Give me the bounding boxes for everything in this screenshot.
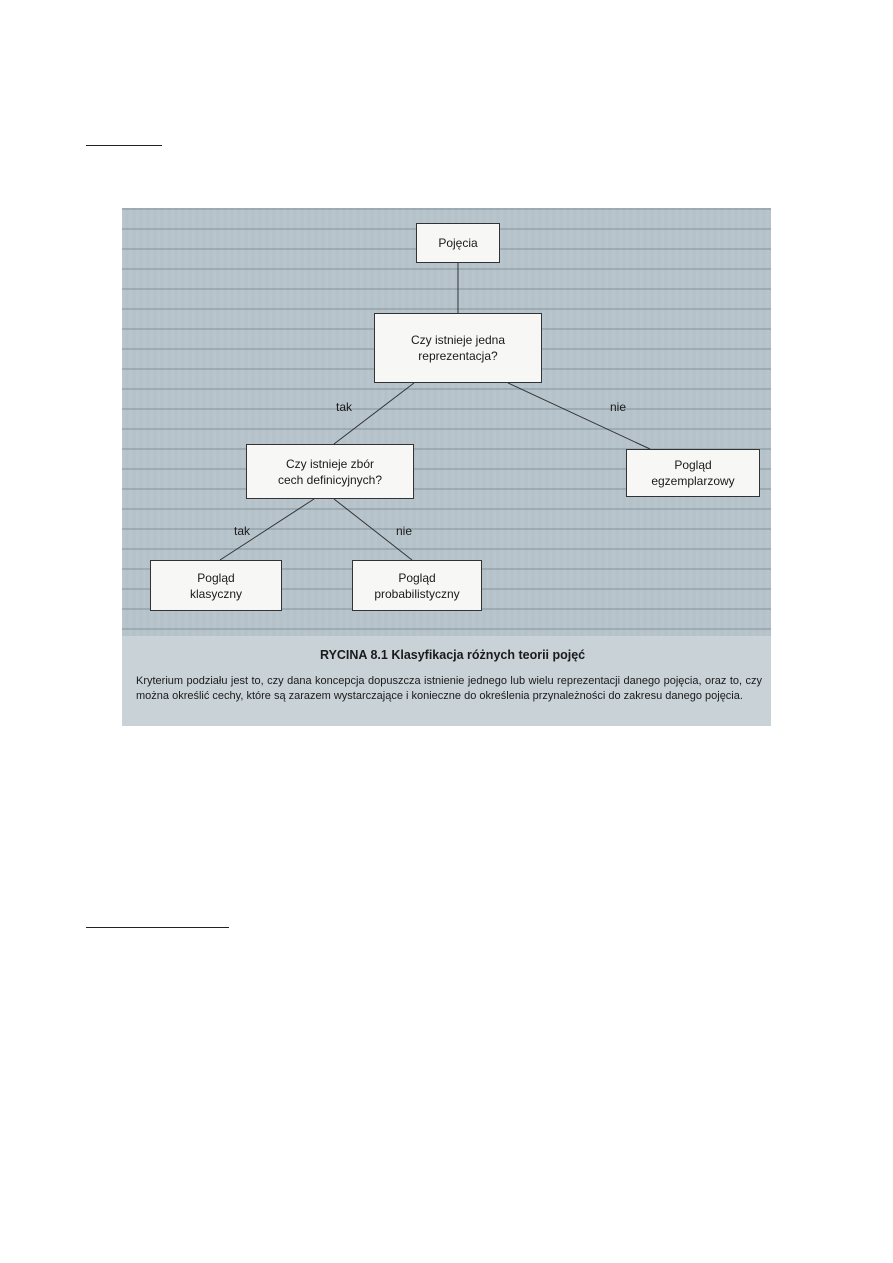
edge-label-q1-yes: tak	[336, 400, 353, 414]
edge-label-q2-no: nie	[396, 524, 413, 538]
bottom-rule	[86, 927, 229, 928]
figure-caption-body: Kryterium podziału jest to, czy dana koncepcja dopuszcza istnienie jednego lub wielu reprezentacji danego pojęcia, oraz to, czy można określić cechy, które są zarazem wystarczające i konieczne do określenia przynależności do zakresu danego pojęcia.	[136, 675, 762, 702]
caption-panel	[122, 636, 771, 726]
edge-label-q2-yes: tak	[234, 524, 251, 538]
node-exemplar-view: Pogląd egzemplarzowy	[626, 449, 760, 497]
figure-scan	[122, 208, 771, 726]
node-question-defining-features: Czy istnieje zbór cech definicyjnych?	[246, 444, 414, 499]
node-classical-view: Pogląd klasyczny	[150, 560, 282, 611]
edge-q1-exemplar	[508, 383, 650, 449]
node-probabilistic-view: Pogląd probabilistyczny	[352, 560, 482, 611]
figure-caption-title: RYCINA 8.1 Klasyfikacja różnych teorii pojęć	[320, 648, 586, 662]
top-rule	[86, 145, 162, 146]
node-question-one-representation: Czy istnieje jedna reprezentacja?	[374, 313, 542, 383]
node-root: Pojęcia	[416, 223, 500, 263]
edge-label-q1-no: nie	[610, 400, 627, 414]
